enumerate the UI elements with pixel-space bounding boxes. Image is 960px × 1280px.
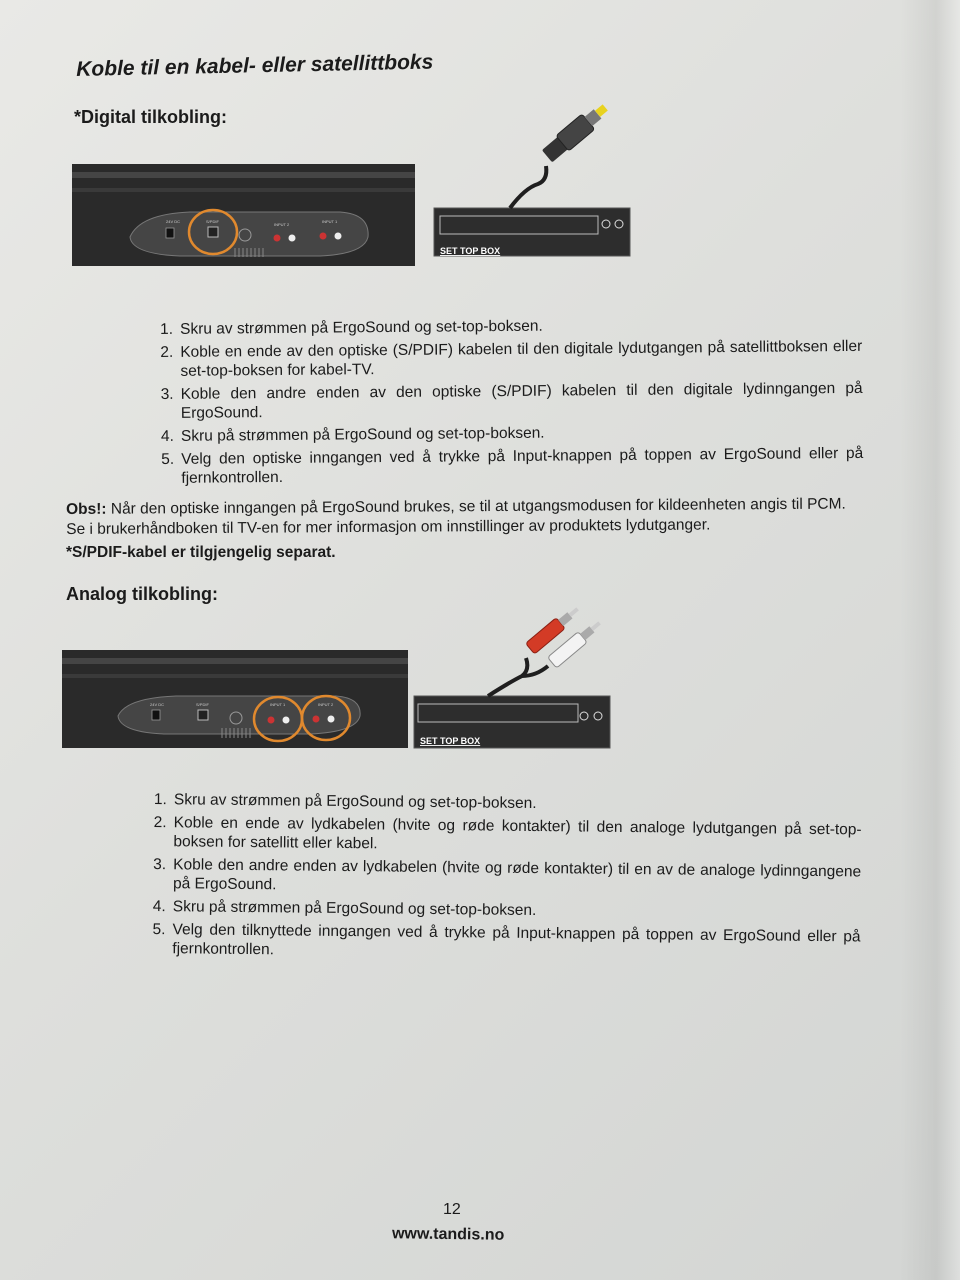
port-label: INPUT 1: [270, 702, 286, 707]
port-label: INPUT 2: [318, 702, 334, 707]
list-item: 4. Skru på strømmen på ErgoSound og set-top-boksen.: [160, 424, 545, 445]
list-item: 1. Skru av strømmen på ErgoSound og set-top-boksen.: [153, 790, 537, 813]
list-item: 5. Velg den tilknyttede inngangen ved å trykke på Input-knappen på toppen av ErgoSound eller på fjernkontrollen.: [152, 920, 861, 959]
port-label: S/PDIF: [196, 702, 209, 707]
note-label: Obs!:: [66, 500, 107, 518]
port-label: 24V DC: [166, 219, 181, 224]
analog-connection-figure: [60, 592, 630, 752]
page-number: 12: [443, 1201, 461, 1218]
cable-availability-note: *S/PDIF-kabel er tilgjengelig separat.: [66, 544, 336, 561]
analog-heading: Analog tilkobling:: [66, 584, 218, 604]
rca-cable-illustration: [488, 603, 604, 696]
port-label: S/PDIF: [206, 219, 219, 224]
list-item: 3. Koble den andre enden av den optiske (S/PDIF) kabelen til den digitale lydinngangen på ErgoSound.: [160, 379, 863, 422]
set-top-box-illustration: [434, 208, 630, 256]
digital-steps-list: [160, 314, 863, 492]
note-text: Når den optiske inngangen på ErgoSound brukes, se til at utgangsmodusen for kildeenheten angis til PCM. Se i brukerhåndboken til TV-en for mer informasjon om innstillinger av produktets lydutganger.: [66, 495, 846, 538]
analog-steps-list: [152, 790, 862, 969]
page-fold-shadow: [900, 0, 960, 1280]
soundbar-rear-illustration: [62, 650, 408, 748]
port-label: INPUT 2: [274, 222, 290, 227]
website-url: www.tandis.no: [391, 1225, 505, 1244]
list-item: 1. Skru av strømmen på ErgoSound og set-top-boksen.: [160, 317, 543, 338]
soundbar-rear-illustration: [72, 164, 415, 266]
page-title: Koble til en kabel- eller satellittboks: [76, 50, 434, 81]
optical-cable-illustration: [510, 100, 612, 208]
list-item: 2. Koble en ende av den optiske (S/PDIF) kabelen til den digitale lydutgangen på satellittboksen eller set-top-boksen for kabel-TV.: [160, 337, 863, 380]
digital-heading: *Digital tilkobling:: [74, 107, 227, 127]
set-top-box-label: SET TOP BOX: [420, 736, 481, 746]
list-item: 5. Velg den optiske inngangen ved å trykke på Input-knappen på toppen av ErgoSound eller på fjernkontrollen.: [161, 444, 864, 487]
set-top-box-illustration: [414, 696, 610, 748]
digital-connection-figure: [70, 92, 650, 272]
port-label: 24V DC: [150, 702, 165, 707]
pcm-note: [66, 494, 862, 539]
port-label: INPUT 1: [322, 219, 338, 224]
list-item: 3. Koble den andre enden av lydkabelen (hvite og røde kontakter) til en av de analoge lydinngangene på ErgoSound.: [153, 855, 862, 894]
set-top-box-label: SET TOP BOX: [440, 246, 501, 256]
list-item: 4. Skru på strømmen på ErgoSound og set-top-boksen.: [152, 897, 537, 920]
list-item: 2. Koble en ende av lydkabelen (hvite og røde kontakter) til den analoge lydutgangen på set-top-boksen for satellitt eller kabel.: [153, 813, 862, 853]
